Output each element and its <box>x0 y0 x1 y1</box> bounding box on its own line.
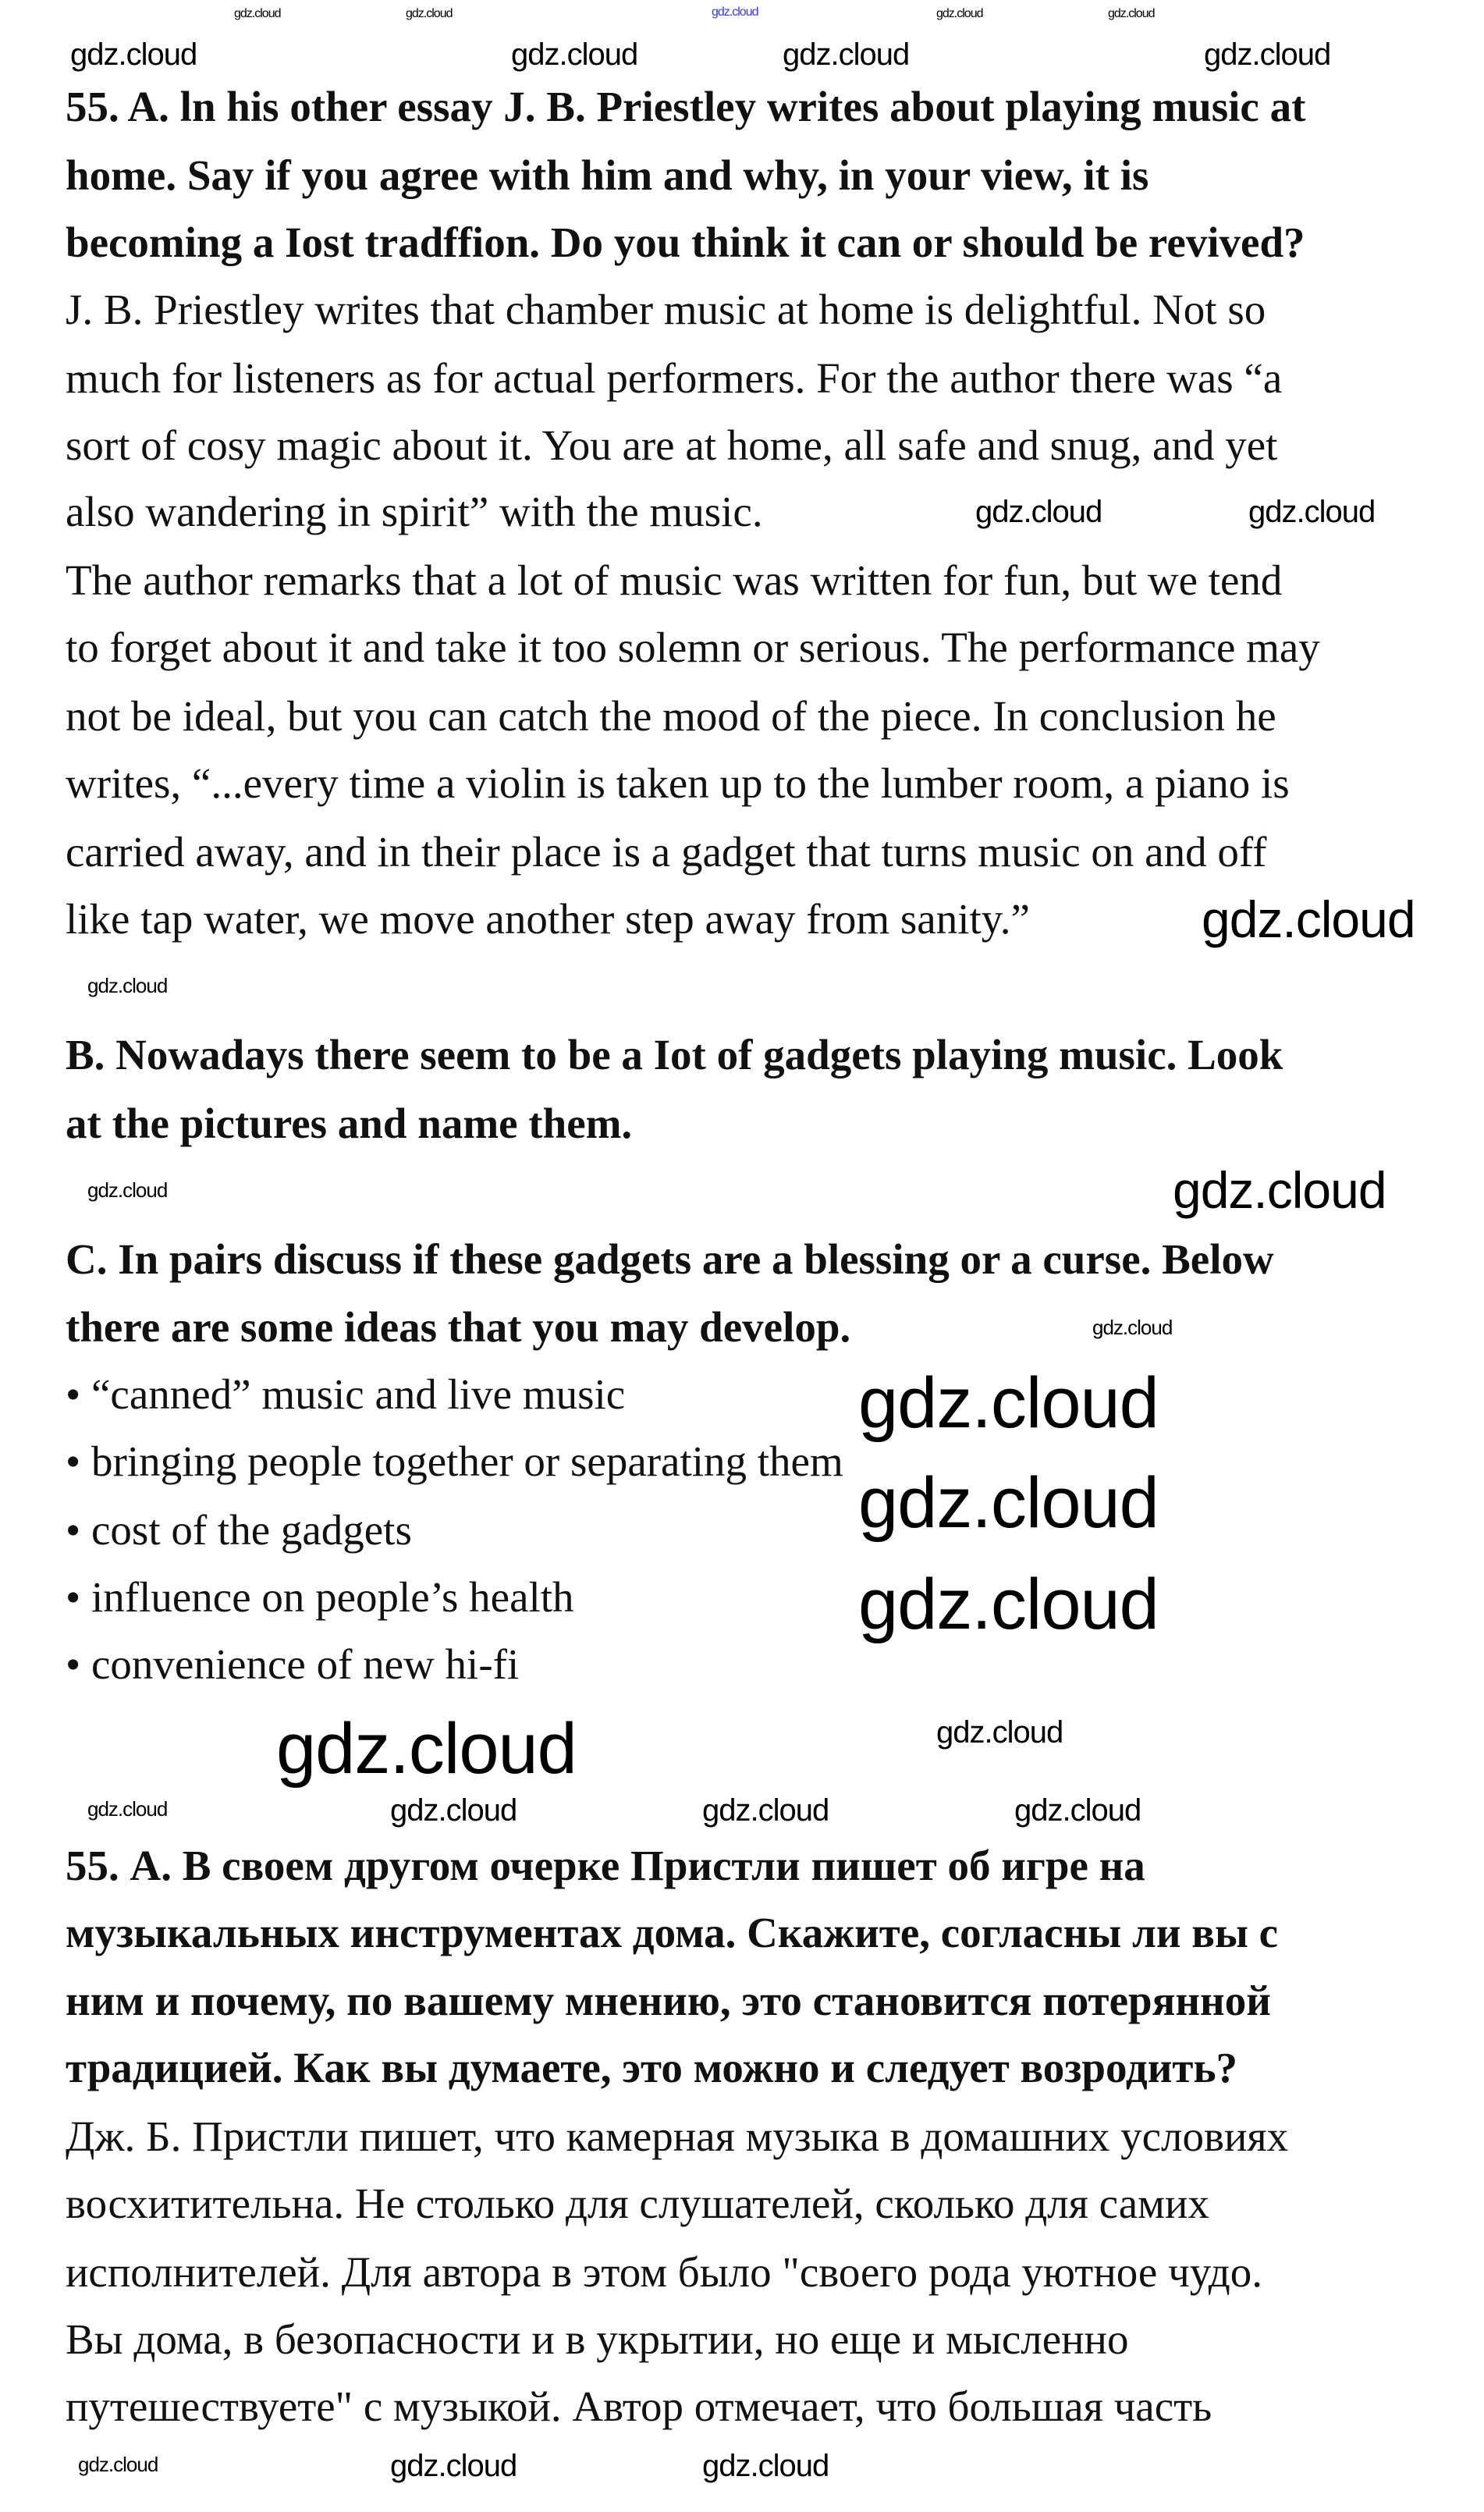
watermark: gdz.cloud <box>234 7 281 20</box>
task-c-heading-line: C. In pairs discuss if these gadgets are a blessing or a curse. Below <box>66 1235 1274 1283</box>
watermark: gdz.cloud <box>70 37 197 72</box>
watermark: gdz.cloud <box>1014 1793 1141 1828</box>
ru-answer-line: путешествуете" с музыкой. Автор отмечает, что большая часть <box>66 2382 1212 2430</box>
ru-task-a-heading-line: музыкальных инструментах дома. Скажите, согласны ли вы с <box>66 1909 1279 1956</box>
bullet-item: • convenience of new hi-fi <box>66 1640 520 1688</box>
watermark: gdz.cloud <box>936 1715 1063 1750</box>
bullet-item: • bringing people together or separating them <box>66 1437 843 1485</box>
ru-answer-line: исполнителей. Для автора в этом было "своего рода уютное чудо. <box>66 2248 1263 2296</box>
answer-line: sort of cosy magic about it. You are at home, all safe and snug, and yet <box>66 421 1278 469</box>
watermark: gdz.cloud <box>712 5 758 19</box>
watermark: gdz.cloud <box>276 1709 577 1789</box>
watermark: gdz.cloud <box>1092 1316 1173 1339</box>
ru-task-a-heading-line: ним и почему, по вашему мнению, это становится потерянной <box>66 1977 1271 2024</box>
watermark: gdz.cloud <box>936 7 983 20</box>
watermark: gdz.cloud <box>783 37 910 72</box>
answer-line: J. B. Priestley writes that chamber music at home is delightful. Not so <box>66 286 1266 333</box>
answer-line: writes, “...every time a violin is taken up to the lumber room, a piano is <box>66 759 1290 807</box>
watermark: gdz.cloud <box>702 1793 829 1828</box>
bullet-item: • cost of the gadgets <box>66 1506 412 1554</box>
watermark: gdz.cloud <box>1202 890 1415 948</box>
ru-answer-line: Вы дома, в безопасности и в укрытии, но еще и мысленно <box>66 2315 1129 2363</box>
answer-line: carried away, and in their place is a gadget that turns music on and off <box>66 828 1267 876</box>
watermark: gdz.cloud <box>1173 1161 1386 1219</box>
ru-task-a-heading-line: традицией. Как вы думаете, это можно и следует возродить? <box>66 2044 1238 2091</box>
watermark: gdz.cloud <box>858 1363 1159 1443</box>
watermark: gdz.cloud <box>390 1793 517 1828</box>
ru-answer-line: Дж. Б. Пристли пишет, что камерная музыка в домашних условиях <box>66 2112 1289 2160</box>
answer-line: to forget about it and take it too solemn or serious. The performance may <box>66 624 1320 671</box>
watermark: gdz.cloud <box>87 1797 168 1821</box>
watermark: gdz.cloud <box>858 1565 1159 1644</box>
watermark: gdz.cloud <box>1248 495 1376 529</box>
task-b-heading-line: at the pictures and name them. <box>66 1100 633 1147</box>
watermark: gdz.cloud <box>975 495 1102 529</box>
bullet-item: • “canned” music and live music <box>66 1370 626 1418</box>
watermark: gdz.cloud <box>78 2453 158 2476</box>
ru-task-a-heading-line: 55. А. В своем другом очерке Пристли пишет об игре на <box>66 1842 1145 1889</box>
watermark: gdz.cloud <box>87 974 168 997</box>
answer-line: much for listeners as for actual performers. For the author there was “a <box>66 354 1283 402</box>
task-a-heading-line: becoming a Iost tradffion. Do you think it can or should be revived? <box>66 219 1305 266</box>
answer-line: The author remarks that a lot of music was written for fun, but we tend <box>66 556 1283 604</box>
watermark: gdz.cloud <box>390 2449 517 2483</box>
watermark: gdz.cloud <box>1204 37 1331 72</box>
watermark: gdz.cloud <box>511 37 638 72</box>
task-a-heading-line: 55. A. ln his other essay J. B. Priestley writes about playing music at <box>66 83 1306 130</box>
task-c-heading-line: there are some ideas that you may develop. <box>66 1303 851 1351</box>
answer-line: not be ideal, but you can catch the mood of the piece. In conclusion he <box>66 692 1276 740</box>
answer-line: like tap water, we move another step away from sanity.” <box>66 895 1030 943</box>
answer-line: also wandering in spirit” with the music. <box>66 488 763 535</box>
task-a-heading-line: home. Say if you agree with him and why, in your view, it is <box>66 151 1149 199</box>
watermark: gdz.cloud <box>1108 7 1155 20</box>
watermark: gdz.cloud <box>406 7 453 20</box>
task-b-heading-line: B. Nowadays there seem to be a Iot of gadgets playing music. Look <box>66 1031 1283 1078</box>
ru-answer-line: восхитительна. Не столько для слушателей, сколько для самих <box>66 2180 1209 2227</box>
watermark: gdz.cloud <box>702 2449 829 2483</box>
watermark: gdz.cloud <box>858 1463 1159 1543</box>
watermark: gdz.cloud <box>87 1178 168 1202</box>
bullet-item: • influence on people’s health <box>66 1573 574 1621</box>
